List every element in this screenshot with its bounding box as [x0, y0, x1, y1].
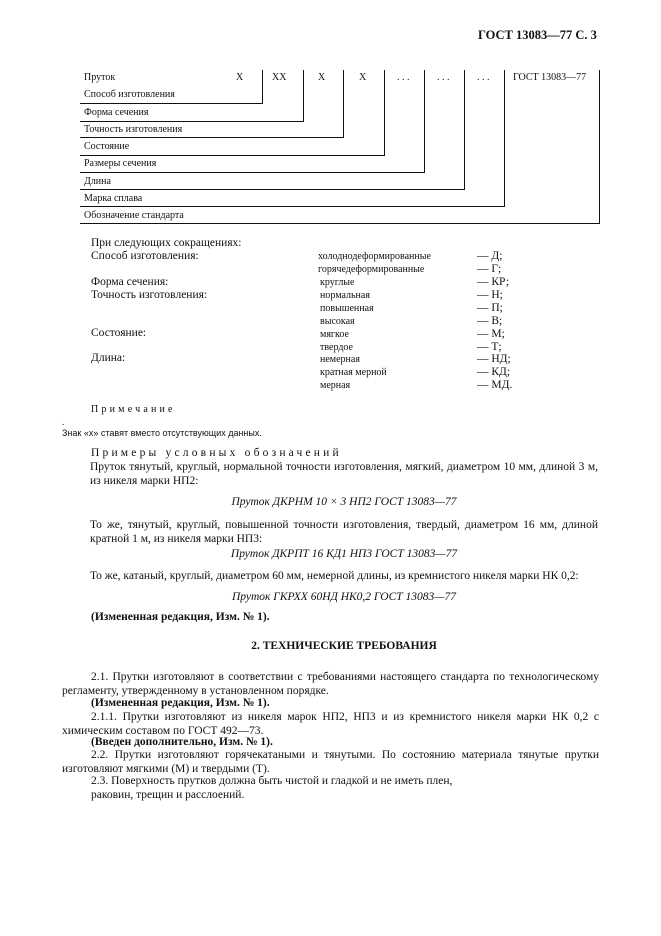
section-2-title: 2. ТЕХНИЧЕСКИЕ ТРЕБОВАНИЯ — [251, 640, 437, 652]
scheme-separator — [303, 70, 304, 86]
scheme-leader — [343, 86, 344, 137]
scheme-rule — [80, 103, 263, 104]
scheme-code-3: X — [318, 72, 326, 83]
abbrev-code: — М; — [477, 328, 505, 340]
scheme-rule — [80, 137, 344, 138]
scheme-leader — [504, 86, 505, 206]
scheme-rule — [80, 172, 425, 173]
para-2-1-revision: (Измененная редакция, Изм. № 1). — [91, 697, 270, 709]
scheme-label: Размеры сечения — [84, 158, 157, 169]
abbrev-code: — П; — [477, 302, 503, 314]
scheme-rule — [80, 206, 505, 207]
scheme-rule — [80, 189, 465, 190]
abbrev-code: — Т; — [477, 341, 502, 353]
scheme-separator — [424, 70, 425, 86]
note-title: Примечание — [91, 404, 176, 415]
para-2-1: 2.1. Прутки изготовляют в соответствии с требованиями настоящего стандарта по технологическому регламенту, утвержденному в установленном порядке. — [62, 671, 599, 697]
scheme-rule — [80, 155, 385, 156]
abbrev-name: повышенная — [320, 303, 374, 314]
scheme-code-4: X — [359, 72, 367, 83]
abbrev-name: мерная — [320, 380, 351, 391]
abbrev-name: круглые — [320, 277, 355, 288]
para-2-3-line-1: 2.3. Поверхность прутков должна быть чистой и гладкой и не иметь плен, — [91, 775, 453, 787]
scheme-leader — [424, 86, 425, 172]
page-header: ГОСТ 13083—77 С. 3 — [478, 28, 597, 42]
scheme-label: Пруток — [84, 72, 116, 83]
abbrev-name: высокая — [320, 316, 355, 327]
abbrev-code: — НД; — [477, 353, 511, 365]
example-1-text: Пруток тянутый, круглый, нормальной точности изготовления, мягкий, диаметром 10 мм, длиной 3 м, из никеля марки НП2: — [90, 461, 598, 487]
example-2-code: Пруток ДКРПТ 16 КД1 НП3 ГОСТ 13083—77 — [230, 548, 458, 560]
example-3-text: То же, катаный, круглый, диаметром 60 мм, немерной длины, из кремнистого никеля марки НК 0,2: — [90, 570, 579, 582]
scheme-rule — [80, 121, 304, 122]
scheme-leader — [384, 86, 385, 155]
scheme-rule — [80, 223, 600, 224]
scheme-label: Длина — [84, 176, 111, 187]
abbrev-category: Форма сечения: — [91, 276, 169, 288]
scheme-label: Способ изготовления — [84, 89, 175, 100]
examples-revision: (Измененная редакция, Изм. № 1). — [91, 611, 270, 623]
scheme-separator — [262, 70, 263, 86]
abbrev-category: Длина: — [91, 352, 126, 364]
abbrev-code: — МД. — [477, 379, 513, 391]
scheme-label: Марка сплава — [84, 193, 143, 204]
para-2-2: 2.2. Прутки изготовляют горячекатаными и тянутыми. По состоянию материала тянутые прутки изготовляют мягкими (М) и твердыми (Т). — [62, 749, 599, 775]
scheme-label: Обозначение стандарта — [84, 210, 184, 221]
para-2-1-1: 2.1.1. Прутки изготовляют из никеля марок НП2, НП3 и из кремнистого никеля марки НК 0,2 с химическим составом по ГОСТ 492—73. — [62, 711, 599, 737]
abbrev-name: немерная — [320, 354, 360, 365]
scheme-separator — [464, 70, 465, 86]
para-2-3-line-2: раковин, трещин и расслоений. — [91, 789, 245, 801]
abbrev-name: нормальная — [320, 290, 370, 301]
scheme-code-2: XX — [272, 72, 287, 83]
note-dot: . — [62, 417, 65, 427]
abbrev-name: кратная мерной — [320, 367, 387, 378]
abbrev-code: — КД; — [477, 366, 511, 378]
note-text: Знак «х» ставят вместо отсутствующих данных. — [62, 428, 262, 438]
abbrev-name: твердое — [320, 342, 353, 353]
abbrev-code: — Н; — [477, 289, 503, 301]
abbrev-name: холоднодеформированные — [318, 251, 431, 262]
abbrev-code: — Г; — [477, 263, 502, 275]
scheme-label: Точность изготовления — [84, 124, 183, 135]
abbrev-name: мягкое — [320, 329, 349, 340]
abbrev-code: — КР; — [477, 276, 510, 288]
example-3-code: Пруток ГКРХХ 60НД НК0,2 ГОСТ 13083—77 — [231, 591, 457, 603]
abbrev-code: — В; — [477, 315, 503, 327]
abbrev-category: Точность изготовления: — [91, 289, 208, 301]
example-2-text: То же, тянутый, круглый, повышенной точности изготовления, твердый, диаметром 16 мм, длиной кратной 1 м, из никеля марки НП3: — [90, 519, 598, 545]
scheme-leader — [464, 86, 465, 189]
examples-title: Примеры условных обозначений — [91, 447, 342, 459]
abbrev-intro: При следующих сокращениях: — [91, 237, 242, 249]
scheme-separator — [504, 70, 505, 86]
abbrev-category: Способ изготовления: — [91, 250, 199, 262]
scheme-standard: ГОСТ 13083—77 — [513, 72, 587, 83]
abbrev-name: горячедеформированные — [318, 264, 425, 275]
abbrev-category: Состояние: — [91, 327, 147, 339]
para-2-1-1-revision: (Введен дополнительно, Изм. № 1). — [91, 736, 273, 748]
abbrev-code: — Д; — [477, 250, 503, 262]
scheme-separator — [384, 70, 385, 86]
scheme-leader — [262, 86, 263, 103]
scheme-label: Состояние — [84, 141, 130, 152]
scheme-code-7: . . . — [477, 72, 490, 83]
scheme-leader — [599, 70, 600, 224]
example-1-code: Пруток ДКРНМ 10 × 3 НП2 ГОСТ 13083—77 — [231, 496, 457, 508]
scheme-code-6: . . . — [437, 72, 450, 83]
scheme-code-1: X — [236, 72, 244, 83]
scheme-separator — [343, 70, 344, 86]
scheme-label: Форма сечения — [84, 107, 149, 118]
scheme-code-5: . . . — [397, 72, 410, 83]
scheme-leader — [303, 86, 304, 122]
